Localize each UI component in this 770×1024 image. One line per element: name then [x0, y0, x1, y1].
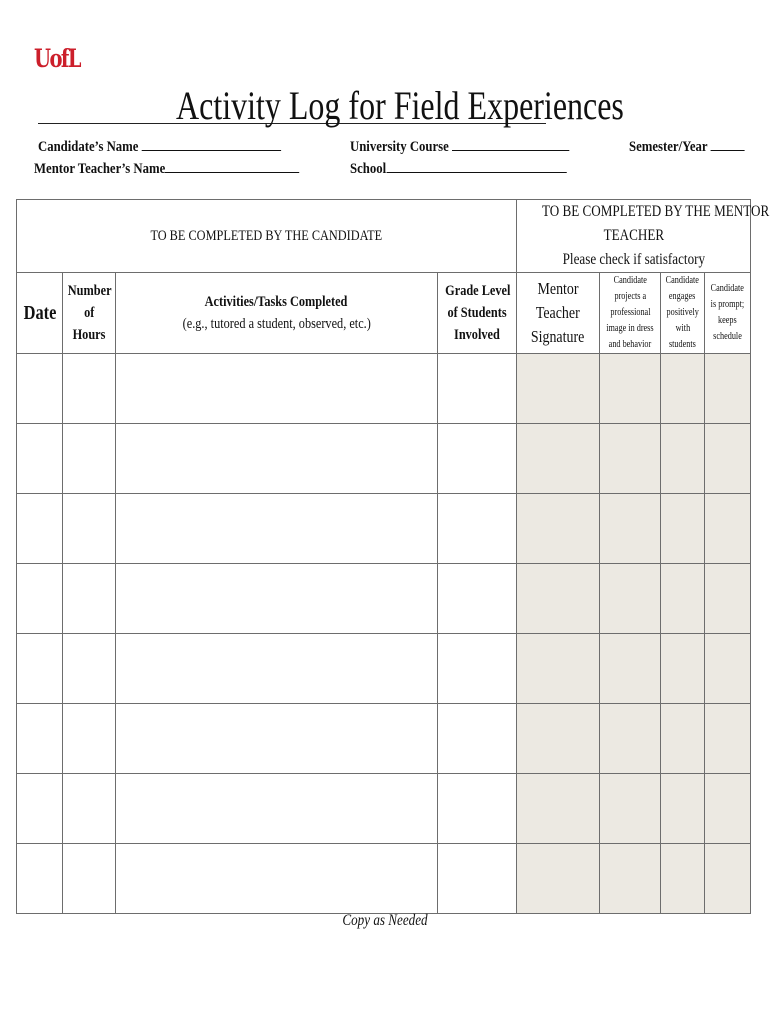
candidate-name-field[interactable]	[38, 136, 281, 156]
check-engages-cell[interactable]	[661, 634, 705, 704]
activities-cell[interactable]	[116, 424, 438, 494]
table-row	[17, 564, 751, 634]
mentor-section-line2: TEACHER	[603, 227, 664, 244]
mentor-signature-cell[interactable]	[517, 774, 600, 844]
mentor-signature-cell[interactable]	[517, 494, 600, 564]
hours-cell[interactable]	[63, 424, 116, 494]
mentor-signature-cell[interactable]	[517, 354, 600, 424]
activities-cell[interactable]	[116, 844, 438, 914]
check-engages-header: Candidate engages positively with students	[661, 273, 705, 354]
activities-cell[interactable]	[116, 634, 438, 704]
semester-year-label: Semester/Year	[629, 139, 708, 155]
grade-level-header: Grade Level of Students Involved	[438, 273, 517, 354]
page-title: Activity Log for Field Experiences	[176, 83, 624, 128]
table-row	[17, 774, 751, 844]
mentor-signature-cell[interactable]	[517, 704, 600, 774]
mentor-section-line3: Please check if satisfactory	[562, 251, 705, 268]
check-engages-cell[interactable]	[661, 564, 705, 634]
grade-level-cell[interactable]	[438, 564, 517, 634]
candidate-section-header	[17, 200, 517, 273]
candidate-name-blank[interactable]	[142, 136, 281, 151]
hours-cell[interactable]	[63, 774, 116, 844]
check-engages-cell[interactable]	[661, 424, 705, 494]
semester-year-blank[interactable]	[711, 136, 745, 151]
footer-note: Copy as Needed	[342, 912, 428, 929]
table-row	[17, 844, 751, 914]
check-professional-cell[interactable]	[600, 424, 661, 494]
school-field[interactable]	[350, 158, 566, 178]
check-prompt-cell[interactable]	[705, 494, 751, 564]
mentor-section-line1: TO BE COMPLETED BY THE MENTOR	[541, 203, 770, 220]
mentor-signature-cell[interactable]	[517, 634, 600, 704]
university-course-label: University Course	[350, 139, 449, 155]
school-blank[interactable]	[386, 158, 566, 173]
check-professional-cell[interactable]	[600, 494, 661, 564]
check-professional-cell[interactable]	[600, 774, 661, 844]
check-professional-cell[interactable]	[600, 634, 661, 704]
activities-cell[interactable]	[116, 774, 438, 844]
uofl-logo: UofL	[34, 44, 80, 73]
check-prompt-cell[interactable]	[705, 634, 751, 704]
check-prompt-cell[interactable]	[705, 774, 751, 844]
check-prompt-cell[interactable]	[705, 354, 751, 424]
university-course-field[interactable]	[350, 136, 569, 156]
date-cell[interactable]	[17, 494, 63, 564]
table-row	[17, 354, 751, 424]
mentor-signature-cell[interactable]	[517, 564, 600, 634]
grade-level-cell[interactable]	[438, 774, 517, 844]
check-engages-cell[interactable]	[661, 774, 705, 844]
check-prompt-cell[interactable]	[705, 424, 751, 494]
grade-level-cell[interactable]	[438, 494, 517, 564]
table-row	[17, 704, 751, 774]
hours-cell[interactable]	[63, 634, 116, 704]
candidate-section-label: TO BE COMPLETED BY THE CANDIDATE	[150, 228, 383, 244]
grade-level-cell[interactable]	[438, 844, 517, 914]
table-row	[17, 494, 751, 564]
date-cell[interactable]	[17, 704, 63, 774]
semester-year-field[interactable]	[629, 136, 745, 156]
hours-cell[interactable]	[63, 354, 116, 424]
mentor-name-blank[interactable]	[165, 158, 299, 173]
check-prompt-cell[interactable]	[705, 564, 751, 634]
activities-cell[interactable]	[116, 704, 438, 774]
table-row	[17, 424, 751, 494]
check-professional-cell[interactable]	[600, 844, 661, 914]
hours-cell[interactable]	[63, 844, 116, 914]
check-professional-cell[interactable]	[600, 354, 661, 424]
date-cell[interactable]	[17, 844, 63, 914]
hours-cell[interactable]	[63, 494, 116, 564]
university-course-blank[interactable]	[452, 136, 569, 151]
grade-level-cell[interactable]	[438, 354, 517, 424]
check-engages-cell[interactable]	[661, 844, 705, 914]
check-engages-cell[interactable]	[661, 704, 705, 774]
mentor-signature-cell[interactable]	[517, 844, 600, 914]
table-row	[17, 634, 751, 704]
check-prompt-header: Candidate is prompt; keeps schedule	[705, 273, 751, 354]
check-engages-cell[interactable]	[661, 354, 705, 424]
log-rows	[17, 354, 751, 914]
activities-cell[interactable]	[116, 354, 438, 424]
grade-level-cell[interactable]	[438, 634, 517, 704]
title-block	[38, 83, 624, 128]
check-professional-cell[interactable]	[600, 564, 661, 634]
grade-level-cell[interactable]	[438, 704, 517, 774]
check-engages-cell[interactable]	[661, 494, 705, 564]
grade-level-cell[interactable]	[438, 424, 517, 494]
mentor-name-label: Mentor Teacher’s Name	[34, 161, 166, 177]
date-cell[interactable]	[17, 564, 63, 634]
activities-cell[interactable]	[116, 494, 438, 564]
mentor-signature-cell[interactable]	[517, 424, 600, 494]
check-professional-cell[interactable]	[600, 704, 661, 774]
school-label: School	[350, 161, 387, 177]
activity-log-table	[16, 199, 770, 914]
date-cell[interactable]	[17, 424, 63, 494]
activities-header: Activities/Tasks Completed (e.g., tutored a student, observed, etc.)	[116, 273, 438, 354]
mentor-signature-header: Mentor Teacher Signature	[517, 273, 600, 354]
hours-cell[interactable]	[63, 704, 116, 774]
date-cell[interactable]	[17, 774, 63, 844]
check-prompt-cell[interactable]	[705, 704, 751, 774]
date-header: Date	[17, 273, 63, 354]
date-cell[interactable]	[17, 354, 63, 424]
mentor-section-header	[517, 200, 770, 273]
hours-cell[interactable]	[63, 564, 116, 634]
date-cell[interactable]	[17, 634, 63, 704]
mentor-name-field[interactable]	[34, 158, 300, 178]
activities-cell[interactable]	[116, 564, 438, 634]
check-prompt-cell[interactable]	[705, 844, 751, 914]
candidate-name-label: Candidate’s Name	[38, 139, 139, 155]
hours-header: Number of Hours	[63, 273, 116, 354]
check-professional-header: Candidate projects a professional image in dress and behavior	[600, 273, 661, 354]
